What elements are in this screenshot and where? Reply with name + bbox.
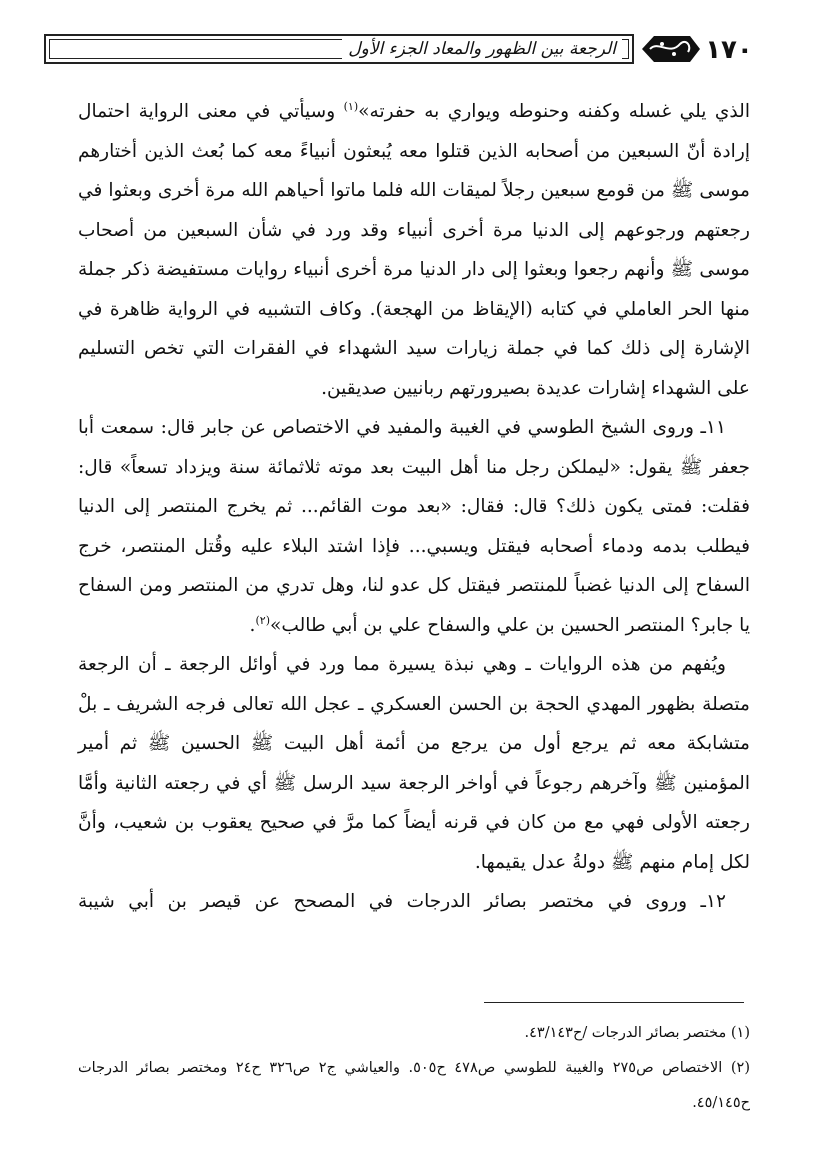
paragraph-1 [78, 92, 750, 408]
page-header [44, 30, 756, 72]
running-title-frame [44, 34, 634, 64]
paragraph-1-continued: وسيأتي في معنى الرواية احتمال إرادة أنّ السبعين من أصحابه الذين قتلوا معه يُبعثون أنبياءً معه كما بُعث الذين أختارهم موسى ﷺ من قومع سبعين رجلاً لميقات الله فلما ماتوا أحياهم الله مرة أخرى وبعثوا في رجعتهم ورجوعهم إلى الدنيا مرة أخرى أنبياء وقد ورد في شأن السبعين من أصحاب موسى ﷺ وأنهم رجعوا وبعثوا إلى دار الدنيا مرة أخرى أنبياء روايات مستفيضة ذكر جملة منها الحر العاملي في كتابه (الإيقاظ من الهجعة). وكاف التشبيه في الرواية ظاهرة في الإشارة إلى ذلك كما في جملة زيارات سيد الشهداء في الفقرات التي تخص التسليم على الشهداء إشارات عديدة بصيرورتهم ربانيين صديقين. [78, 101, 750, 399]
calligraphic-ornament-icon [640, 32, 702, 66]
main-text [78, 92, 750, 922]
paragraph-1-text: الذي يلي غسله وكفنه وحنوطه ويواري به حفرته» [358, 101, 750, 122]
footnote-1: (١) مختصر بصائر الدرجات /ح٤٣/١٤٣. [524, 1025, 750, 1041]
footnotes [78, 1016, 750, 1121]
paragraph-4 [78, 882, 750, 922]
footnote-2: (٢) الاختصاص ص٢٧٥ والغيبة للطوسي ص٤٧٨ ح٥٠٥. والعياشي ج٢ ص٣٢٦ ح٢٤ ومختصر بصائر الدرجات ح٤٥/١٤٥. [78, 1060, 750, 1111]
footnote-separator [484, 1002, 744, 1003]
footnote-ref-2[interactable]: (٢) [255, 613, 270, 627]
page-number: ١٧٠ [705, 35, 753, 65]
paragraph-3-text: ويُفهم من هذه الروايات ـ وهي نبذة يسيرة مما ورد في أوائل الرجعة ـ أن الرجعة متصلة بظهور المهدي الحجة بن الحسن العسكري ـ عجل الله تعالى فرجه الشريف ـ بلْ متشابكة معه ثم يرجع أول من يرجع من أئمة أهل البيت ﷺ الحسين ﷺ ثم أمير المؤمنين ﷺ وآخرهم رجوعاً في أواخر الرجعة سيد الرسل ﷺ أي في رجعته الثانية وأمَّا رجعته الأولى فهي مع من كان في قرنه أيضاً كما مرَّ في صحيح يعقوب بن شعيب، وأنَّ لكل إمام منهم ﷺ دولةُ عدل يقيمها. [78, 654, 750, 873]
paragraph-2-text: ١١ـ وروى الشيخ الطوسي في الغيبة والمفيد في الاختصاص عن جابر قال: سمعت أبا جعفر ﷺ يقول: «ليملكن رجل منا أهل البيت بعد موته ثلاثمائة سنة ويزداد تسعاً» قال: فقلت: فمتى يكون ذلك؟ قال: فقال: «بعد موت القائم... ثم يخرج المنتصر إلى الدنيا فيطلب بدمه ودماء أصحابه فيقتل ويسبي... فإذا اشتد البلاء عليه وقُتل المنتصر، خرج السفاح إلى الدنيا غضباً للمنتصر فيقتل كل عدو لنا، وهل تدري من المنتصر ومن السفاح يا جابر؟ المنتصر الحسين بن علي والسفاح علي بن أبي طالب» [78, 417, 750, 636]
paragraph-3 [78, 645, 750, 882]
footnote-ref-1[interactable]: (١) [343, 99, 359, 113]
paragraph-2 [78, 408, 750, 645]
running-title: الرجعة بين الظهور والمعاد الجزء الأول [342, 39, 622, 59]
paragraph-2-end: . [249, 614, 256, 636]
paragraph-4-text: ١٢ـ وروى في مختصر بصائر الدرجات في المصحح عن قيصر بن أبي شيبة [78, 891, 726, 912]
